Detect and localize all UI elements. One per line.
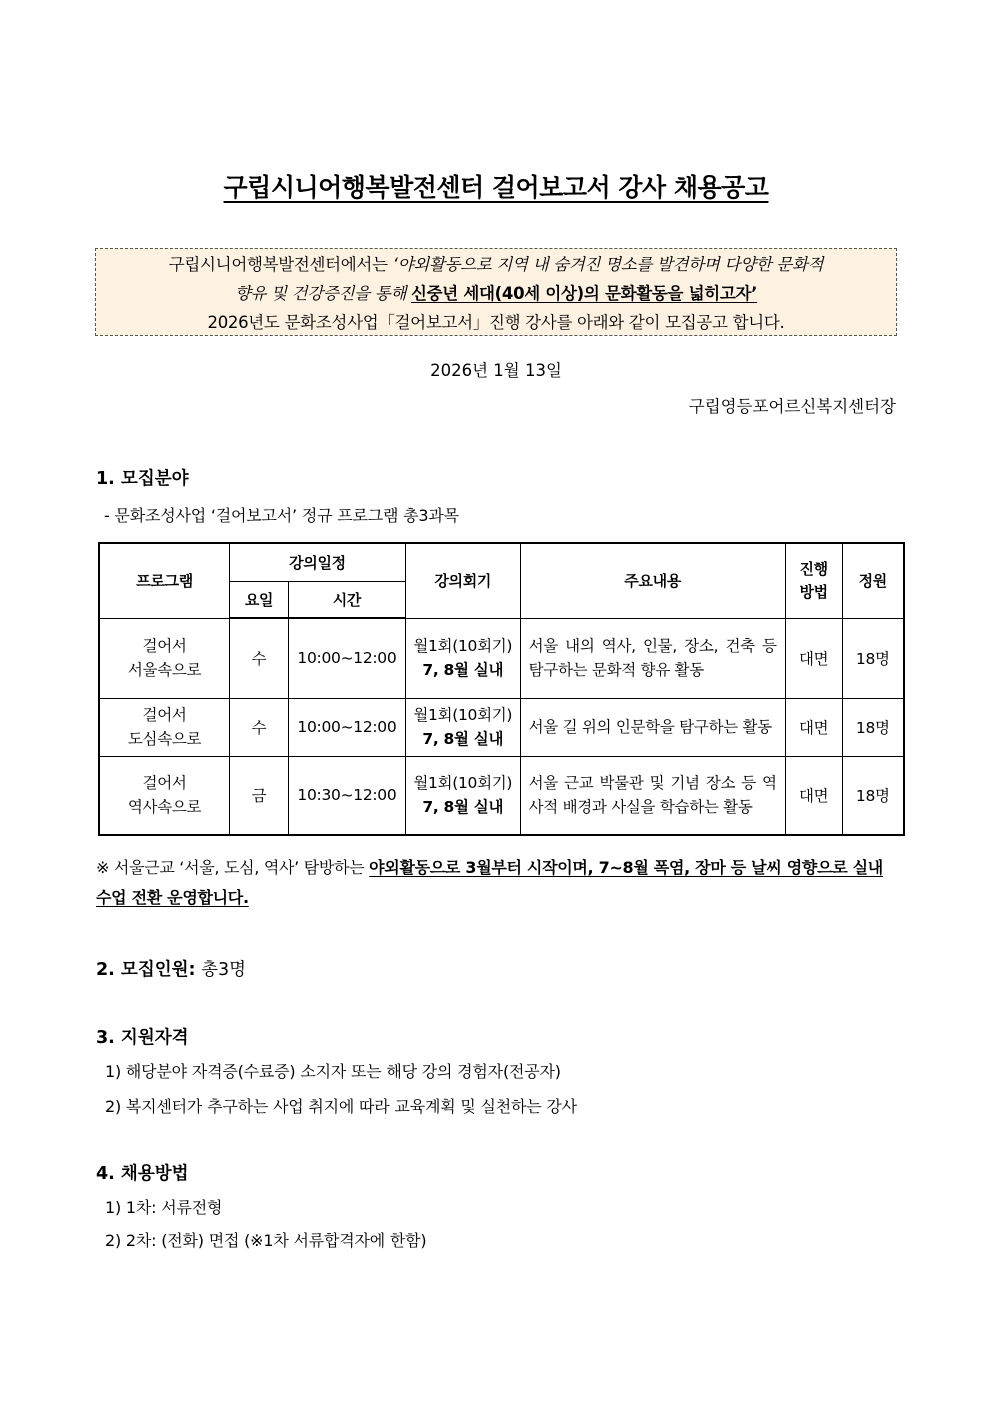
method-cell: 대면 xyxy=(785,756,842,835)
intro-line-2: 향유 및 건강증진을 통해 신중년 세대(40세 이상)의 문화활동을 넓히고자’ xyxy=(234,284,758,303)
weather-note: ※ 서울근교 ‘서울, 도심, 역사’ 탐방하는 야외활동으로 3월부터 시작이며, 7~8월 폭염, 장마 등 날씨 영향으로 실내 수업 전환 운영합니다. xyxy=(96,858,883,907)
table-row xyxy=(99,618,904,698)
section-3-heading: 3. 지원자격 xyxy=(96,1028,189,1048)
capacity-cell: 18명 xyxy=(842,756,904,835)
method-cell: 대면 xyxy=(785,618,842,698)
day-cell: 금 xyxy=(230,756,289,835)
header-day: 요일 xyxy=(230,581,289,618)
section-4-heading: 4. 채용방법 xyxy=(96,1164,189,1184)
header-period: 강의회기 xyxy=(405,543,520,618)
program-table xyxy=(98,542,905,836)
content-cell: 서울 내의 역사, 인물, 장소, 건축 등 탐구하는 문화적 향유 활동 xyxy=(520,618,785,698)
header-method: 진행 방법 xyxy=(785,543,842,618)
capacity-cell: 18명 xyxy=(842,698,904,756)
qualification-item: 1) 해당분야 자격증(수료증) 소지자 또는 해당 강의 경험자(전공자) xyxy=(105,1062,561,1081)
header-schedule: 강의일정 xyxy=(230,543,406,581)
period-cell: 월1회(10회기) 7, 8월 실내 xyxy=(405,698,520,756)
header-time: 시간 xyxy=(288,581,405,618)
section-2 xyxy=(96,956,246,981)
section-2-heading: 2. 모집인원: xyxy=(96,960,196,980)
table-row xyxy=(99,756,904,835)
time-cell: 10:30~12:00 xyxy=(288,756,405,835)
period-cell: 월1회(10회기) 7, 8월 실내 xyxy=(405,618,520,698)
intro-box xyxy=(95,248,897,336)
section-1-desc: - 문화조성사업 ‘걸어보고서’ 정규 프로그램 총3과목 xyxy=(104,506,459,525)
method-cell: 대면 xyxy=(785,698,842,756)
period-cell: 월1회(10회기) 7, 8월 실내 xyxy=(405,756,520,835)
hiring-step: 2) 2차: (전화) 면접 (※1차 서류합격자에 한함) xyxy=(105,1231,427,1250)
intro-line-3: 2026년도 문화조성사업「걸어보고서」진행 강사를 아래와 같이 모집공고 합니다. xyxy=(207,313,785,332)
header-capacity: 정원 xyxy=(842,543,904,618)
section-1-heading: 1. 모집분야 xyxy=(96,469,189,489)
hiring-step: 1) 1차: 서류전형 xyxy=(105,1198,223,1217)
program-name: 걸어서 서울속으로 xyxy=(99,618,230,698)
qualification-item: 2) 복지센터가 추구하는 사업 취지에 따라 교육계획 및 실천하는 강사 xyxy=(105,1097,577,1116)
organization-signature: 구립영등포어르신복지센터장 xyxy=(688,397,896,416)
day-cell: 수 xyxy=(230,698,289,756)
recruit-count: 총3명 xyxy=(195,960,247,980)
program-name: 걸어서 역사속으로 xyxy=(99,756,230,835)
intro-line-1: 구립시니어행복발전센터에서는 ‘야외활동으로 지역 내 숨겨진 명소를 발견하며 다양한 문화적 xyxy=(168,255,824,274)
content-cell: 서울 길 위의 인문학을 탐구하는 활동 xyxy=(520,698,785,756)
day-cell: 수 xyxy=(230,618,289,698)
content-cell: 서울 근교 박물관 및 기념 장소 등 역사적 배경과 사실을 학습하는 활동 xyxy=(520,756,785,835)
time-cell: 10:00~12:00 xyxy=(288,618,405,698)
page-title: 구립시니어행복발전센터 걸어보고서 강사 채용공고 xyxy=(223,173,769,202)
header-program: 프로그램 xyxy=(99,543,230,618)
time-cell: 10:00~12:00 xyxy=(288,698,405,756)
header-content: 주요내용 xyxy=(520,543,785,618)
capacity-cell: 18명 xyxy=(842,618,904,698)
notice-date: 2026년 1월 13일 xyxy=(430,361,562,380)
table-row xyxy=(99,698,904,756)
program-name: 걸어서 도심속으로 xyxy=(99,698,230,756)
